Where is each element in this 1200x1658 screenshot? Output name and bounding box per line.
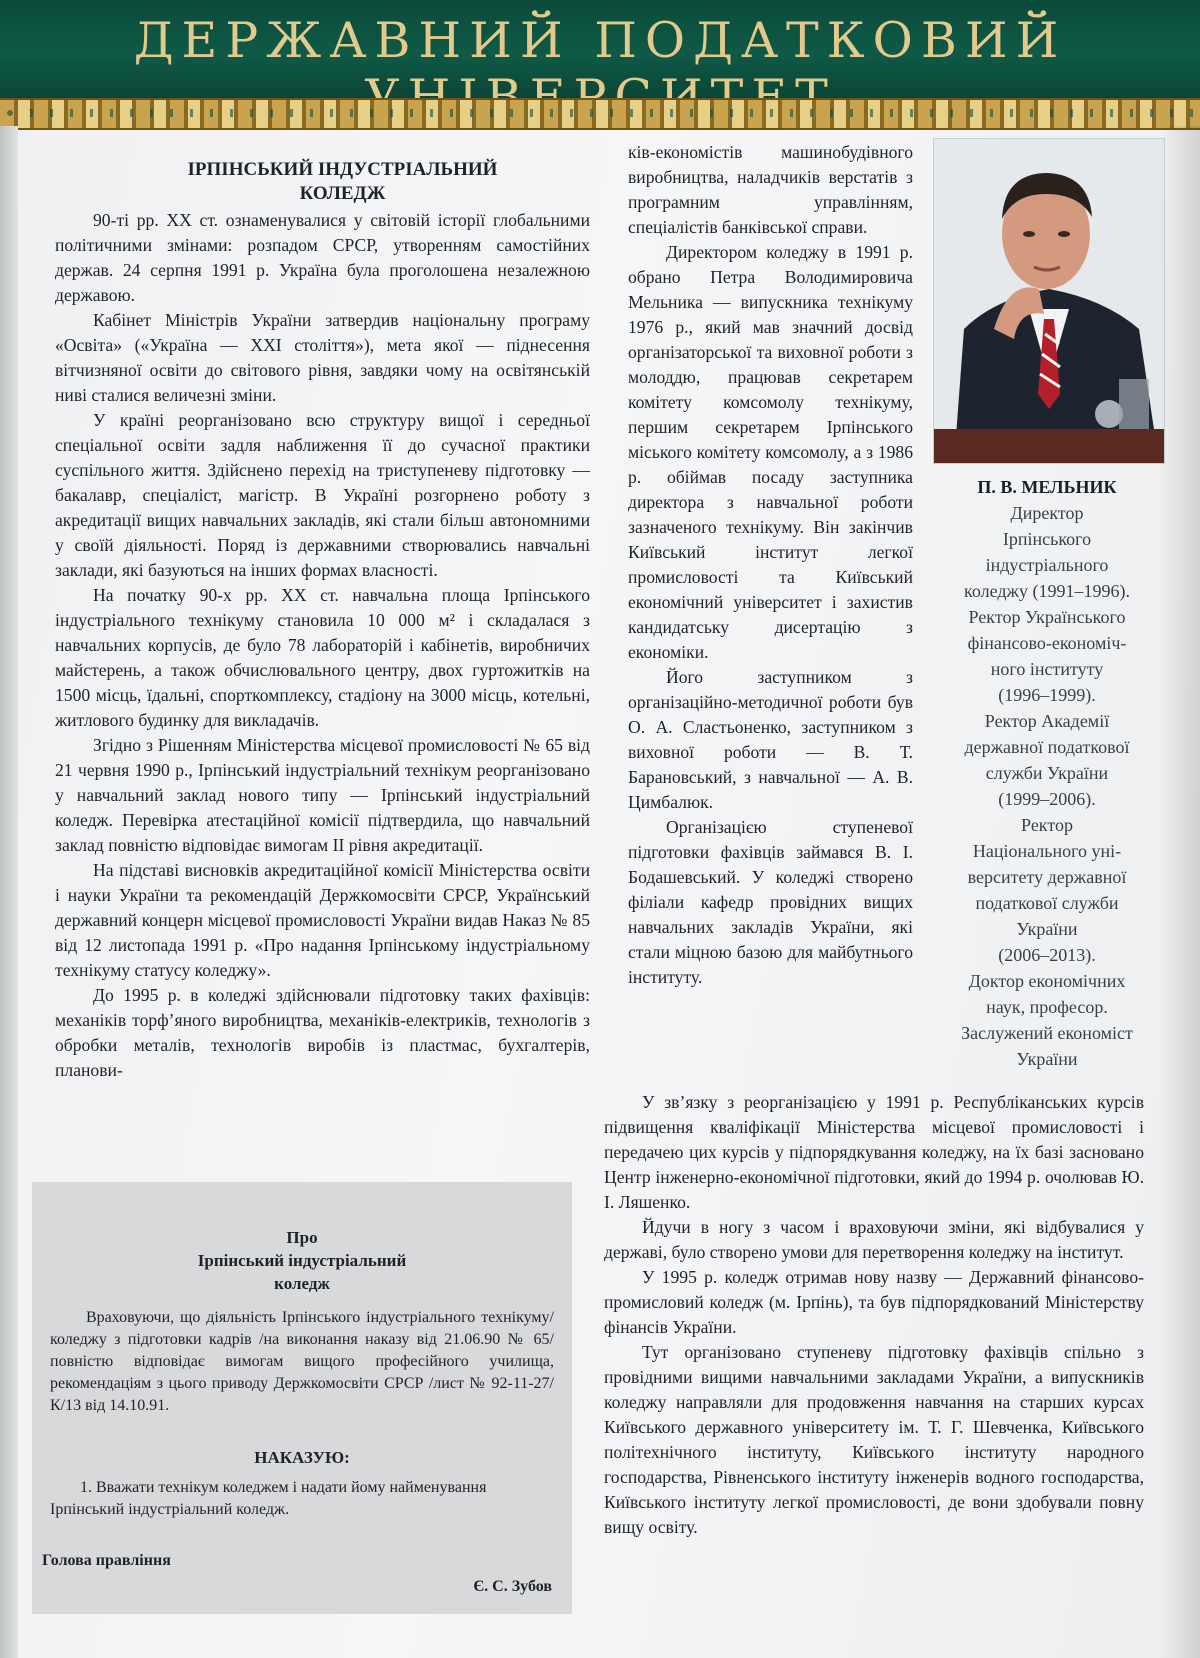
decree-title (32, 1226, 572, 1295)
article-column-1 (55, 158, 590, 1083)
paragraph: Йдучи в ногу з часом і враховуючи зміни, які відбувалися у державі, було створено умови для перетворення коледжу на інститут. (604, 1217, 1144, 1262)
ornament-border (0, 98, 1200, 130)
article-title-line-2: КОЛЕДЖ (299, 183, 386, 204)
banner-title: ДЕРЖАВНИЙ ПОДАТКОВИЙ (133, 12, 1067, 69)
caption-line: Ірпінського (1002, 529, 1092, 549)
caption-line: служби України (985, 763, 1109, 783)
paragraph: Його заступником з організаційно-методичної роботи був О. А. Сластьоненко, заступником з виховної роботи — В. Т. Барановський, з навчальної — А. В. Цимбалюк. (628, 667, 913, 812)
portrait-photo (933, 138, 1165, 464)
caption-line: Ректор (1021, 815, 1073, 835)
caption-line: ного інституту (990, 659, 1104, 679)
paragraph: Кабінет Міністрів України затвердив національну програму «Освіта» («Україна — XXI століття»), мета якої — піднесення вітчизняної освіти до світового рівня, завдяки чому на освітянській ниві сталися величезні зміни. (55, 310, 590, 405)
paragraph: Організацією ступеневої підготовки фахівців займався В. І. Бодашевський. У коледжі створено філіали кафедр провідних вищих навчальних закладів України, які стали міцною базою для майбутнього інституту. (628, 817, 913, 987)
paragraph: 90-ті рр. XX ст. ознаменувалися у світовій історії глобальними політичними змінами: розпадом СРСР, утворенням самостійних держав. 24 серпня 1991 р. Україна була проголошена незалежною державою. (55, 210, 590, 305)
caption-line: Національного уні- (972, 841, 1122, 861)
decree-item-1: 1. Вважати технікум коледжем і надати йому найменування Ірпінський індустріальний коледж. (50, 1479, 487, 1518)
caption-line: наук, професор. (986, 997, 1108, 1017)
caption-line: державної податкової (964, 737, 1130, 757)
paragraph: На підставі висновків акредитаційної комісії Міністерства освіти і науки України та рекомендацій Держкомосвіти СРСР, Український державний концерн місцевої промисловості України видав Наказ № 85 від 12 листопада 1991 р. «Про надання Ірпінському індустріальному технікуму статусу коледжу». (55, 860, 590, 980)
article-column-3 (604, 1090, 1144, 1540)
paragraph: У зв’язку з реорганізацією у 1991 р. Республіканських курсів підвищення кваліфікації Міністерства місцевої промисловості і передачею цих курсів у підпорядкування коледжу, на їх базі засновано Центр інженерно-економічної підготовки, який до 1994 р. очолював Ю. І. Ляшенко. (604, 1092, 1144, 1212)
decree-box (32, 1182, 572, 1614)
article-title (55, 158, 590, 206)
paragraph: Згідно з Рішенням Міністерства місцевої промисловості № 65 від 21 червня 1990 р., Ірпінський індустріальний технікум реорганізовано у навчальний заклад нового типу — Ірпінський індустріальний коледж. Перевірка атестаційної комісії підтвердила, що навчальний заклад повністю відповідає вимогам II рівня акредитації. (55, 735, 590, 855)
paragraph: Тут організовано ступеневу підготовку фахівців спільно з провідними вищими навчальними закладами України, а випускників коледжу направляли для продовження навчання на старших курсах Київського державного університету ім. Т. Г. Шевченка, Київського політехнічного інституту, Київського інституту народного господарства, Рівненського інституту інженерів водного господарства, Київського інституту легкої промисловості, де вони здобували повну вищу освіту. (604, 1342, 1144, 1537)
decree-title-line-1: Про (286, 1228, 318, 1247)
caption-line: (1996–1999). (998, 685, 1096, 705)
paragraph: У країні реорганізовано всю структуру вищої і середньої спеціальної освіти задля наближення її до сучасної практики суспільного життя. Здійснено перехід на триступеневу підготовку — бакалавр, спеціаліст, магістр. В Україні розгорнено роботу з акредитації вищих навчальних закладів, які стали більш автономними у своїй діяльності. Поряд із державними створювались навчальні заклади, які базуються на інших формах власності. (55, 410, 590, 580)
caption-line: Ректор Українського (968, 607, 1126, 627)
paragraph: У 1995 р. коледж отримав нову назву — Державний фінансово-промисловий коледж (м. Ірпінь), та був підпорядкований Міністерству фінансів України. (604, 1267, 1144, 1337)
portrait-illustration (934, 139, 1164, 463)
paragraph: Директором коледжу в 1991 р. обрано Петра Володимировича Мельника — випускника технікуму 1976 р., який мав значний досвід організаторської та виховної роботи з молоддю, працював секретарем комітету комсомолу технікуму, першим секретарем Ірпінського міського комітету комсомолу, а з 1986 р. обіймав посаду заступника директора з навчальної роботи зазначеного технікуму. Він закінчив Київський інститут легкої промисловості та Київський економічний університет і захистив кандидатську дисертацію з економіки. (628, 242, 913, 662)
decree-signature-role: Голова правління (42, 1552, 171, 1569)
article-column-2 (628, 140, 913, 990)
caption-line: верситету державної (967, 867, 1127, 887)
portrait-caption (922, 474, 1172, 1072)
caption-line: фінансово-економіч- (967, 633, 1127, 653)
page-edge (0, 126, 18, 1658)
caption-line: коледжу (1991–1996). (964, 581, 1130, 601)
page-curl-shadow (1160, 126, 1200, 1658)
caption-line: (2006–2013). (998, 945, 1096, 965)
caption-line: Ректор Академії (984, 711, 1110, 731)
caption-line: індустріального (985, 555, 1109, 575)
caption-line: України (1016, 919, 1078, 939)
caption-line: Директор (1010, 503, 1084, 523)
decree-order-heading: НАКАЗУЮ: (254, 1448, 350, 1467)
article-title-line-1: ІРПІНСЬКИЙ ІНДУСТРІАЛЬНИЙ (187, 159, 498, 180)
paragraph: ків-економістів машинобудівного виробництва, наладчиків верстатів з програмним управлінням, спеціалістів банківської справи. (628, 142, 913, 237)
header-banner (0, 0, 1200, 98)
caption-line: (1999–2006). (998, 789, 1096, 809)
caption-line: Доктор економічних (968, 971, 1126, 991)
caption-line: податкової служби (975, 893, 1119, 913)
caption-line: Заслужений економіст (961, 1023, 1133, 1043)
portrait-name: П. В. МЕЛЬНИК (977, 477, 1117, 497)
decree-title-line-2: Ірпінський індустріальний (197, 1251, 407, 1270)
caption-line: України (1016, 1049, 1078, 1069)
paragraph: На початку 90-х рр. XX ст. навчальна площа Ірпінського індустріального технікуму становила 10 000 м² і складалася з навчальних корпусів, де було 78 лабораторій і кабінетів, виробничих майстерень, а також обчислювального центру, двох гуртожитків на 1500 місць, їдальні, спорткомплексу, стадіону на 3000 місць, котельні, житлового будинку для викладачів. (55, 585, 590, 730)
decree-title-line-3: коледж (274, 1274, 330, 1293)
paragraph: До 1995 р. в коледжі здійснювали підготовку таких фахівців: механіків торф’яного виробництва, механіків-електриків, технологів з обробки металів, технологів виробів із пластмас, бухгалтерів, планови- (55, 985, 590, 1080)
decree-signature-name: Є. С. Зубов (473, 1578, 552, 1595)
decree-body: Враховуючи, що діяльність Ірпінського індустріального технікуму/коледжу з підготовки кадрів /на виконання наказу від 21.06.90 № 65/ повністю відповідає вимогам вищого професійного училища, рекомендаціям з цього приводу Держкомосвіти СРСР /лист № 92-11-27/К/13 від 14.10.91. (50, 1309, 554, 1414)
